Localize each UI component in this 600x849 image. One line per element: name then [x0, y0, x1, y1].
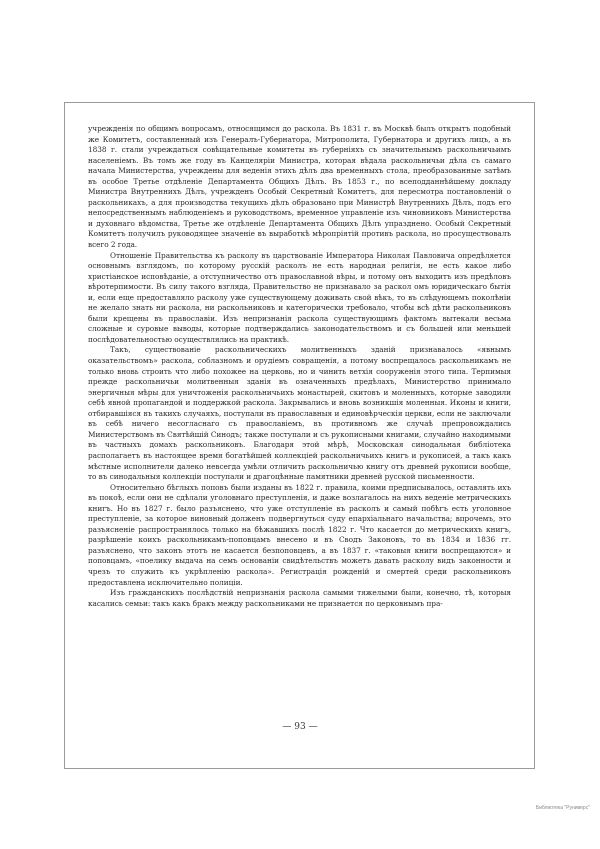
page-number: — 93 — — [282, 722, 318, 732]
library-mark: Библиотека "Руниверс" — [535, 805, 590, 811]
paragraph: Относительно бѣглыхъ поповъ были изданы въ 1822 г. правила, коими предписывалось, оставлять ихъ въ покоѣ, если они не сдѣлали уголовнаго преступленія, и даже возлагалось на нихъ веденіе метрическихъ книгъ. Но въ 1827 г. было разъяснено, что уже отступленіе въ расколъ и самый побѣгъ есть уголовное преступленіе, за которое виновный долженъ подвергнуться суду епархіальнаго начальства; впрочемъ, это разъясненіе распространялось только на бѣжавшихъ послѣ 1822 г. Что касается до метрическихъ книгъ, разрѣшеніе коихъ раскольникамъ-поповцамъ внесено и въ Сводъ Законовъ, то въ 1834 и 1836 гг. разъяснено, что законъ этотъ не касается безпоповцевъ, а въ 1837 г. «таковыя книги воспрещаются» и поповцамъ, «поелику выдача на семъ основаніи свидѣтельствъ можетъ давать расколу видъ законности и чрезъ то служить къ укрѣпленію раскола». Регистрація рожденій и смертей среди раскольниковъ предоставлена исключительно полиціи. — [88, 482, 511, 587]
paragraph: учрежденія по общимъ вопросамъ, относящимся до раскола. Въ 1831 г. въ Москвѣ былъ открытъ подобный же Комитетъ, составленный изъ Генералъ-Губернатора, Митрополита, Губернатора и другихъ лицъ, а въ 1838 г. стали учреждаться совѣщательные комитеты въ губерніяхъ съ значительнымъ раскольничьимъ населеніемъ. Въ томъ же году въ Канцеляріи Министра, которая вѣдала раскольничьи дѣла съ самаго начала Министерства, учреждены для веденія этихъ дѣлъ два временныхъ стола, преобразованные затѣмъ въ особое Третье отдѣленіе Департамента Общихъ Дѣлъ. Въ 1853 г., по всеподданнѣйшему докладу Министра Внутреннихъ Дѣлъ, учрежденъ Особый Секретный Комитетъ, для пересмотра постановленій о раскольникахъ, а для производства текущихъ дѣлъ образовано при Министрѣ Внутреннихъ Дѣлъ, подъ его непосредственнымъ наблюденіемъ и руководствомъ, временное управленіе изъ чиновниковъ Министерства и духовнаго вѣдомства, Третье же отдѣленіе Департамента Общихъ Дѣлъ упразднено. Особый Секретный Комитетъ получилъ руководящее значеніе въ выработкѣ мѣропріятій противъ раскола, но просуществовалъ всего 2 года. — [88, 124, 511, 250]
paragraph: Такъ, существованіе раскольническихъ молитвенныхъ зданій признавалось «явнымъ оказательствомъ» раскола, соблазномъ и орудіемъ совращенія, а потому воспрещалось раскольникамъ не только вновь строить что либо похожее на церковь, но и чинить ветхія сооруженія этого типа. Терпимыя прежде раскольничьи молитвенныя зданія въ означенныхъ предѣлахъ, Министерство принимало энергичныя мѣры для уничтоженія раскольничьихъ монастырей, скитовъ и моленныхъ, которые заводили себѣ явной пропагандой и поддержкой раскола. Закрывались и вновь возникшія моленныя. Иконы и книги, отбиравшіяся въ такихъ случаяхъ, поступали въ православныя и единовѣрческія церкви, если не заключали въ себѣ ничего несогласнаго съ православіемъ, въ противномъ же случаѣ препровождались Министерствомъ въ Святѣйшій Синодъ; также поступали и съ рукописными книгами, случайно находимыми въ частныхъ домахъ раскольниковъ. Благодаря этой мѣрѣ, Московская синодальная библіотека располагаетъ въ настоящее время богатѣйшей коллекціей раскольничьихъ книгъ и рукописей, а такъ какъ мѣстные исполнители далеко невсегда умѣли отличить раскольничью книгу отъ древней рукописи вообще, то въ синодальныя коллекціи поступали и драгоцѣнные памятники древней русской письменности. — [88, 345, 511, 482]
paragraph: Изъ гражданскихъ послѣдствій непризнанія раскола самыми тяжелыми были, конечно, тѣ, которыя касались семьи: такъ какъ бракъ между раскольниками не признается по церковнымъ пра- — [88, 588, 511, 608]
paragraph: Отношеніе Правительства къ расколу въ царствованіе Императора Николая Павловича опредѣляется основнымъ взглядомъ, по которому русскій расколъ не есть народная религія, не есть какое либо христіанское исповѣданіе, а отступничество отъ православной вѣры, и потому онъ выходитъ изъ предѣловъ вѣротерпимости. Въ силу такого взгляда, Правительство не признавало за раскол омъ юридическаго бытія и, если еще предоставляло расколу уже существующему доживать свой вѣкъ, то въ слѣдующемъ поколѣніи не желало знать ни раскола, ни раскольниковъ и категорически требовало, чтобы всѣ дѣти раскольниковъ были крещены въ православіи. Изъ непризнанія раскола существующимъ фактомъ вытекали весьма сложные и суровые выводы, которые подтверждались законодательствомъ и съ большей или меньшей послѣдовательностью осуществлялись на практикѣ. — [88, 250, 511, 344]
body-text — [88, 124, 511, 609]
